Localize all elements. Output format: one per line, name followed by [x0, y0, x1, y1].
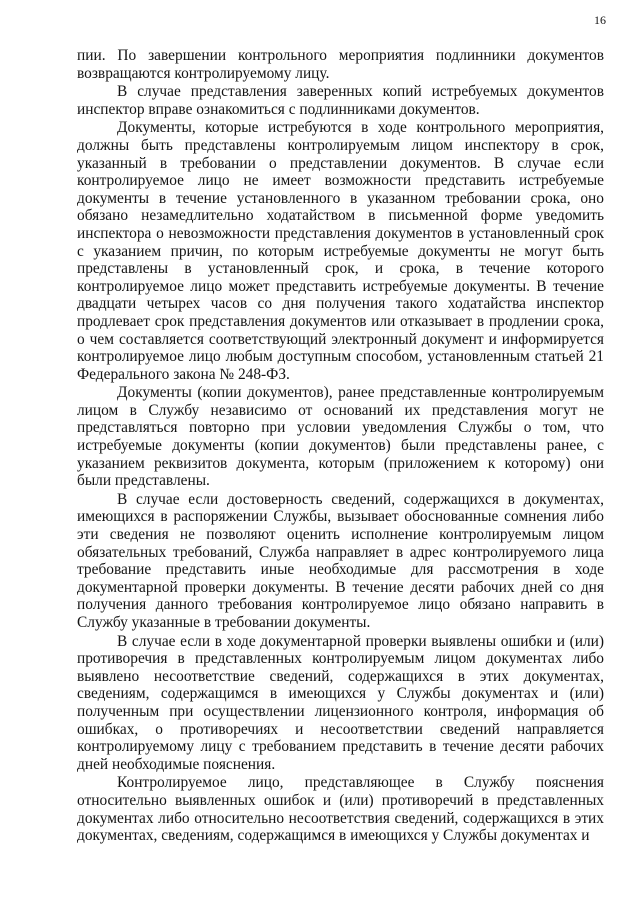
- paragraph-7: Контролируемое лицо, представляющее в Службу пояснения относительно выявленных ошибок и (или) противоречий в представленных документах либо относительно несоответствия сведений, содержащихся в этих документах, сведениям, содержащимся в имеющихся у Службы документах и: [77, 774, 604, 845]
- page-number: 16: [594, 13, 606, 27]
- paragraph-6: В случае если в ходе документарной проверки выявлены ошибки и (или) противоречия в представленных контролируемым лицом документах либо выявлено несоответствие сведений, содержащихся в этих документах, сведениям, содержащимся в имеющихся у Службы документах и (или) полученным при осуществлении лицензионного контроля, информация об ошибках, о противоречиях и несоответствии сведений направляется контролируемому лицу с требованием представить в течение десяти рабочих дней необходимые пояснения.: [77, 632, 604, 773]
- paragraph-3: Документы, которые истребуются в ходе контрольного мероприятия, должны быть представлены контролируемым лицом инспектору в срок, указанный в требовании о представлении документов. В случае если контролируемое лицо не имеет возможности представить истребуемые документы в течение установленного в указанном требовании срока, оно обязано незамедлительно ходатайством в письменной форме уведомить инспектора о невозможности представления документов в установленный срок с указанием причин, по которым истребуемые документы не могут быть представлены в установленный срок, и срока, в течение которого контролируемое лицо может представить истребуемые документы. В течение двадцати четырех часов со дня получения такого ходатайства инспектор продлевает срок представления документов или отказывает в продлении срока, о чем составляется соответствующий электронный документ и информируется контролируемое лицо любым доступным способом, установленным статьей 21 Федерального закона № 248-ФЗ.: [77, 119, 604, 383]
- paragraph-1: пии. По завершении контрольного мероприятия подлинники документов возвращаются контролируемому лицу.: [77, 47, 604, 82]
- paragraph-5: В случае если достоверность сведений, содержащихся в документах, имеющихся в распоряжении Службы, вызывает обоснованные сомнения либо эти сведения не позволяют оценить исполнение контролируемым лицом обязательных требований, Служба направляет в адрес контролируемого лица требование представить иные необходимые для рассмотрения в ходе документарной проверки документы. В течение десяти рабочих дней со дня получения данного требования контролируемое лицо обязано направить в Службу указанные в требовании документы.: [77, 490, 604, 631]
- paragraph-2: В случае представления заверенных копий истребуемых документов инспектор вправе ознакомиться с подлинниками документов.: [77, 83, 604, 118]
- paragraph-4: Документы (копии документов), ранее представленные контролируемым лицом в Службу независимо от оснований их представления могут не представляться повторно при условии уведомления Службы о том, что истребуемые документы (копии документов) были представлены ранее, с указанием реквизитов документа, которым (приложением к которому) они были представлены.: [77, 384, 604, 490]
